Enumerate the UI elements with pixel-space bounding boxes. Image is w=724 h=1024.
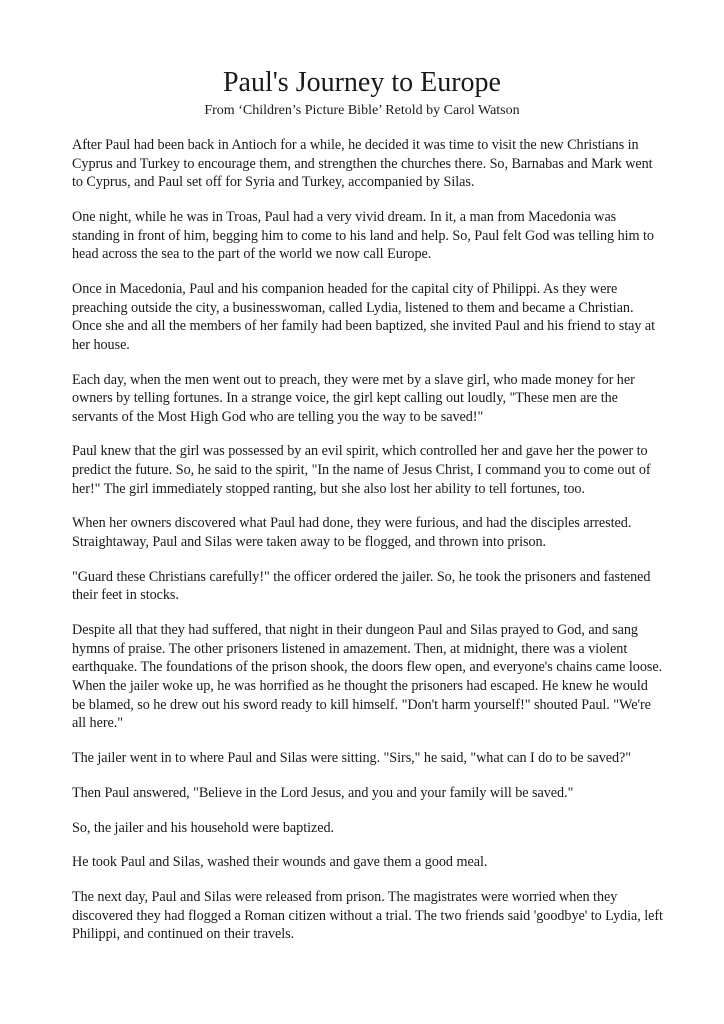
paragraph: "Guard these Christians carefully!" the officer ordered the jailer. So, he took the prisoners and fastened their feet in stocks. (72, 568, 651, 604)
story-body (72, 136, 664, 960)
paragraph: He took Paul and Silas, washed their wounds and gave them a good meal. (72, 854, 488, 871)
paragraph: Each day, when the men went out to preach, they were met by a slave girl, who made money for her owners by telling fortunes. In a strange voice, the girl kept calling out loudly, "These men are the servants of the Most High God who are telling you the way to be saved!" (72, 371, 635, 425)
page-title: Paul's Journey to Europe (222, 67, 501, 98)
paragraph: When her owners discovered what Paul had done, they were furious, and had the disciples arrested. Straightaway, Paul and Silas were taken away to be flogged, and thrown into prison. (72, 515, 632, 551)
paragraph: Paul knew that the girl was possessed by an evil spirit, which controlled her and gave her the power to predict the future. So, he said to the spirit, "In the name of Jesus Christ, I command you to come out of her!" The girl immediately stopped ranting, but she also lost her ability to tell fortunes, too. (72, 443, 651, 497)
paragraph: Then Paul answered, "Believe in the Lord Jesus, and you and your family will be saved." (72, 784, 574, 801)
paragraph: Despite all that they had suffered, that night in their dungeon Paul and Silas prayed to God, and sang hymns of praise. The other prisoners listened in amazement. Then, at midnight, there was a violent earthquake. The foundations of the prison shook, the doors flew open, and everyone's chains came loose. When the jailer woke up, he was horrified as he thought the prisoners had escaped. He knew he would be blamed, so he drew out his sword ready to kill himself. "Don't harm yourself!" shouted Paul. "We're all here." (72, 622, 663, 732)
page-subtitle: From ‘Children’s Picture Bible’ Retold by Carol Watson (204, 103, 520, 118)
paragraph: One night, while he was in Troas, Paul had a very vivid dream. In it, a man from Macedonia was standing in front of him, begging him to come to his land and help. So, Paul felt God was telling him to head across the sea to the part of the world we now call Europe. (72, 208, 654, 263)
paragraph: So, the jailer and his household were baptized. (72, 819, 335, 836)
paragraph: Once in Macedonia, Paul and his companion headed for the capital city of Philippi. As they were preaching outside the city, a businesswoman, called Lydia, listened to them and became a Christian. Once she and all the members of her family had been baptized, she invited Paul and his friend to stay at her house. (72, 280, 656, 353)
paragraph: After Paul had been back in Antioch for a while, he decided it was time to visit the new Christians in Cyprus and Turkey to encourage them, and strengthen the churches there. So, Barnabas and Mark went to Cyprus, and Paul set off for Syria and Turkey, accompanied by Silas. (72, 137, 653, 191)
paragraph: The jailer went in to where Paul and Silas were sitting. "Sirs," he said, "what can I do to be saved?" (72, 749, 632, 766)
paragraph: The next day, Paul and Silas were released from prison. The magistrates were worried when they discovered they had flogged a Roman citizen without a trial. The two friends said 'goodbye' to Lydia, left Philippi, and continued on their travels. (72, 889, 663, 943)
